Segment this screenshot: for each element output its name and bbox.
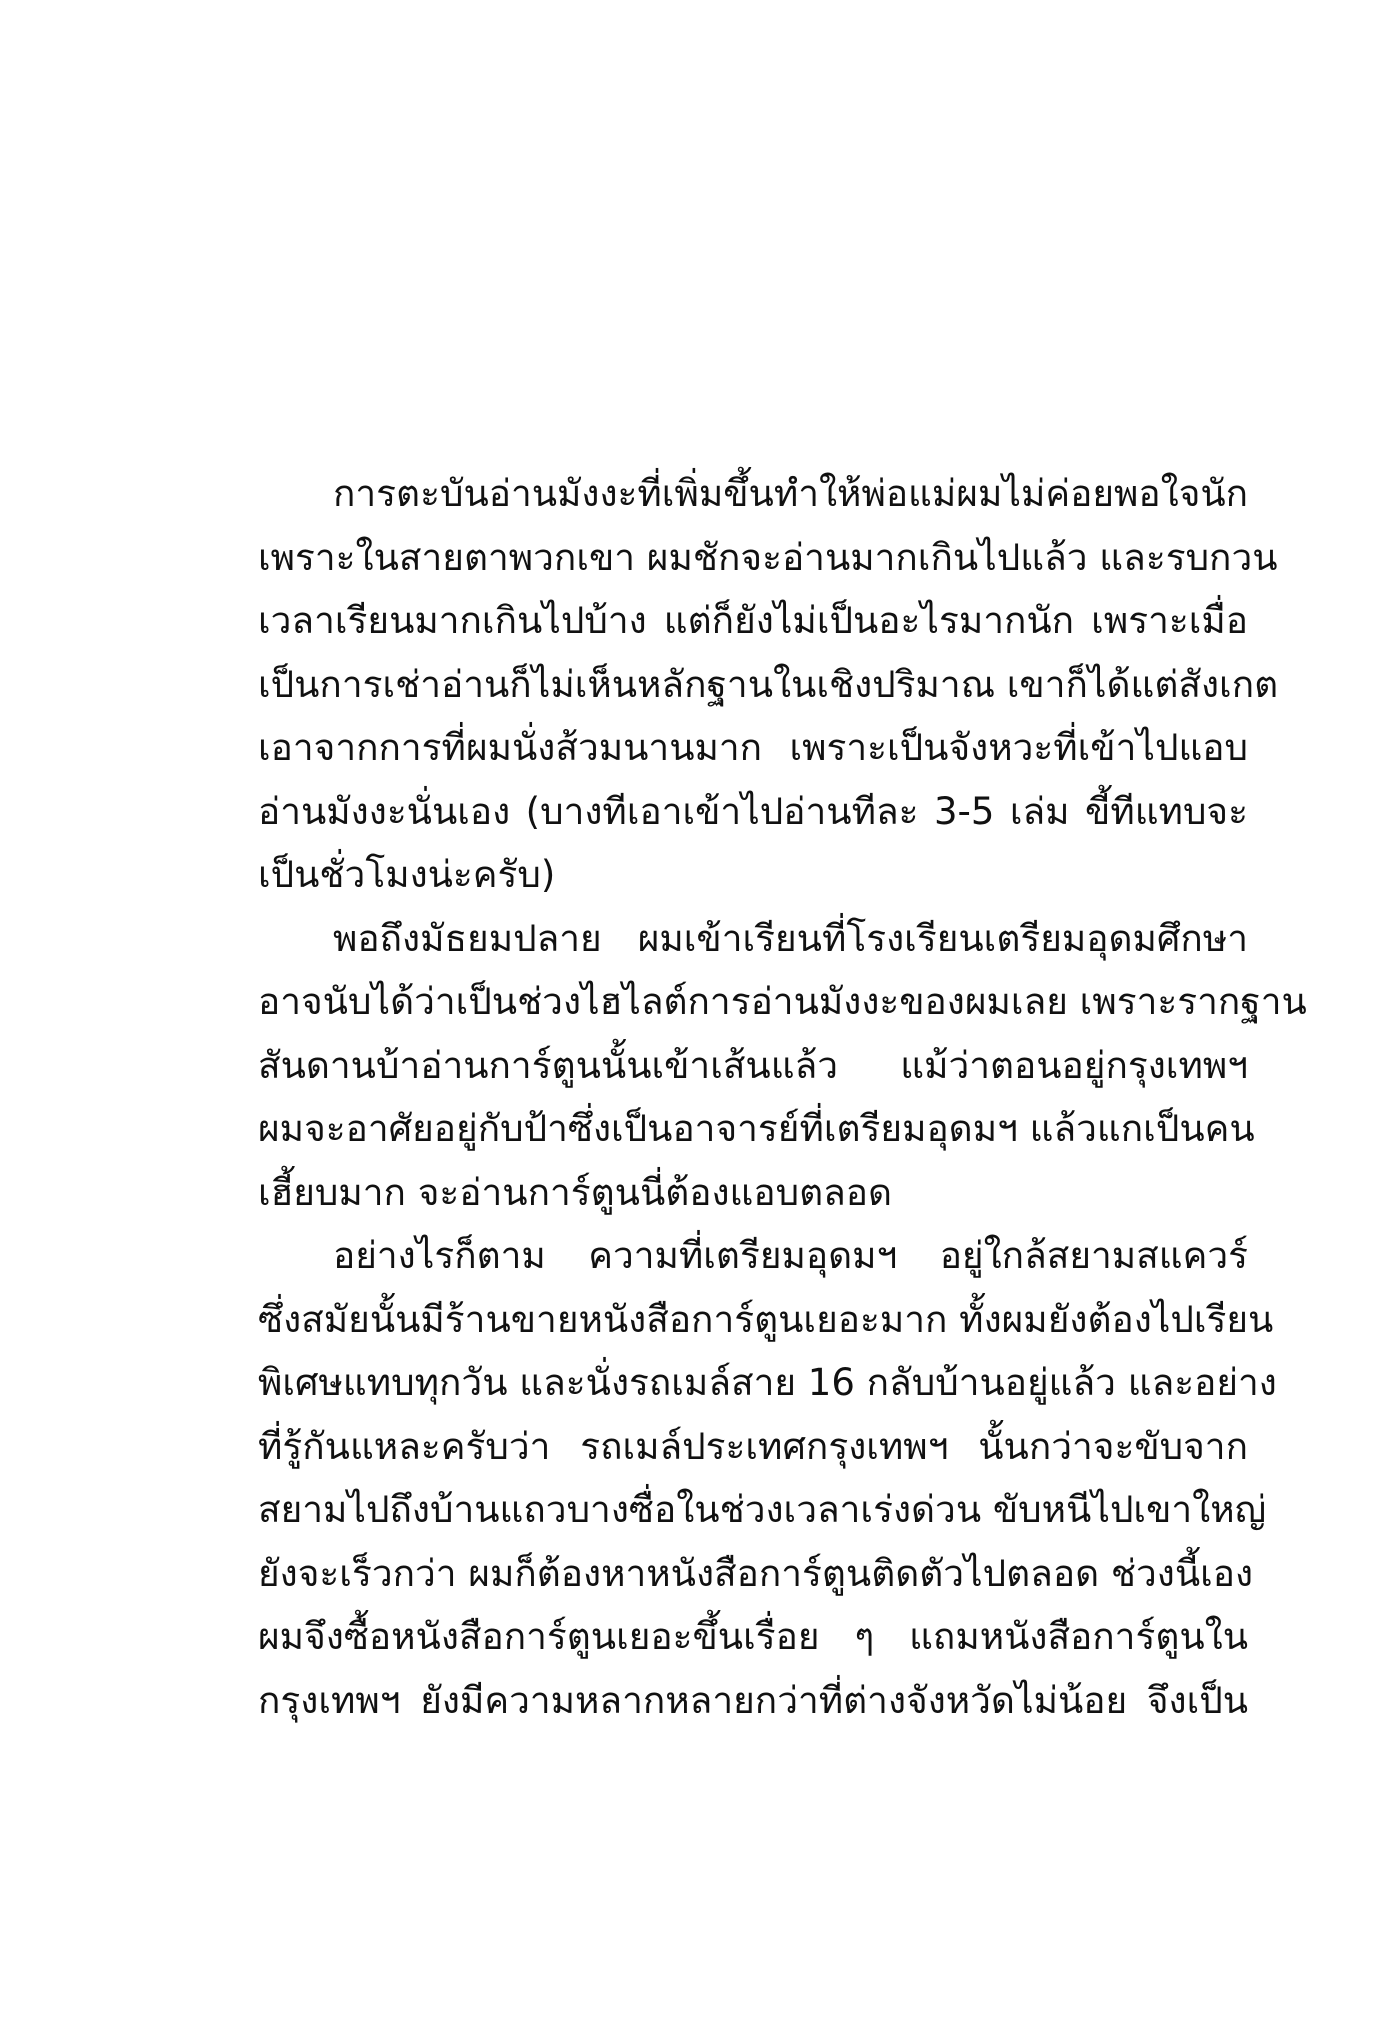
paragraph-3-line-5: สยามไปถึงบ้านแถวบางซื่อในช่วงเวลาเร่งด่วน ขับหนีไปเขาใหญ่	[258, 1488, 1267, 1531]
paragraph-1-line-5: เอาจากการที่ผมนั่งส้วมนานมาก เพราะเป็นจังหวะที่เข้าไปแอบ	[258, 726, 1248, 769]
paragraph-1-line-2: เพราะในสายตาพวกเขา ผมชักจะอ่านมากเกินไปแล้ว และรบกวน	[258, 535, 1278, 579]
paragraph-1-line-3: เวลาเรียนมากเกินไปบ้าง แต่ก็ยังไม่เป็นอะไรมากนัก เพราะเมื่อ	[258, 599, 1248, 642]
paragraph-1-line-4: เป็นการเช่าอ่านก็ไม่เห็นหลักฐานในเชิงปริมาณ เขาก็ได้แต่สังเกต	[258, 662, 1279, 706]
paragraph-1-line-6: อ่านมังงะนั่นเอง (บางทีเอาเข้าไปอ่านทีละ 3-5 เล่ม ขี้ทีแทบจะ	[258, 789, 1248, 833]
body-text	[258, 462, 1307, 1732]
paragraph-3-line-8: กรุงเทพฯ ยังมีความหลากหลายกว่าที่ต่างจังหวัดไม่น้อย จึงเป็น	[258, 1678, 1248, 1722]
paragraph-3-line-7: ผมจึงซื้อหนังสือการ์ตูนเยอะขึ้นเรื่อย ๆ แถมหนังสือการ์ตูนใน	[258, 1615, 1248, 1658]
paragraph-2-line-2: อาจนับได้ว่าเป็นช่วงไฮไลต์การอ่านมังงะของผมเลย เพราะรากฐาน	[258, 980, 1307, 1023]
paragraph-3-line-3: พิเศษแทบทุกวัน และนั่งรถเมล์สาย 16 กลับบ้านอยู่แล้ว และอย่าง	[258, 1361, 1277, 1404]
paragraph-3-line-4: ที่รู้กันแหละครับว่า รถเมล์ประเทศกรุงเทพฯ นั้นกว่าจะขับจาก	[258, 1424, 1248, 1468]
paragraph-3-line-6: ยังจะเร็วกว่า ผมก็ต้องหาหนังสือการ์ตูนติดตัวไปตลอด ช่วงนี้เอง	[258, 1551, 1254, 1595]
paragraph-1-line-1: การตะบันอ่านมังงะที่เพิ่มขึ้นทำให้พ่อแม่ผมไม่ค่อยพอใจนัก	[333, 472, 1249, 515]
paragraph-2-line-1: พอถึงมัธยมปลาย ผมเข้าเรียนที่โรงเรียนเตรียมอุดมศึกษา	[333, 916, 1248, 960]
paragraph-3-line-1: อย่างไรก็ตาม ความที่เตรียมอุดมฯ อยู่ใกล้สยามสแควร์	[333, 1234, 1248, 1277]
paragraph-2-line-5: เฮี้ยบมาก จะอ่านการ์ตูนนี่ต้องแอบตลอด	[258, 1170, 893, 1214]
paragraph-1-line-7: เป็นชั่วโมงน่ะครับ)	[258, 853, 556, 896]
paragraph-2-line-3: สันดานบ้าอ่านการ์ตูนนั้นเข้าเส้นแล้ว แม้ว่าตอนอยู่กรุงเทพฯ	[258, 1043, 1248, 1087]
paragraph-3-line-2: ซึ่งสมัยนั้นมีร้านขายหนังสือการ์ตูนเยอะมาก ทั้งผมยังต้องไปเรียน	[258, 1297, 1274, 1341]
paragraph-2-line-4: ผมจะอาศัยอยู่กับป้าซึ่งเป็นอาจารย์ที่เตรียมอุดมฯ แล้วแกเป็นคน	[258, 1107, 1255, 1150]
